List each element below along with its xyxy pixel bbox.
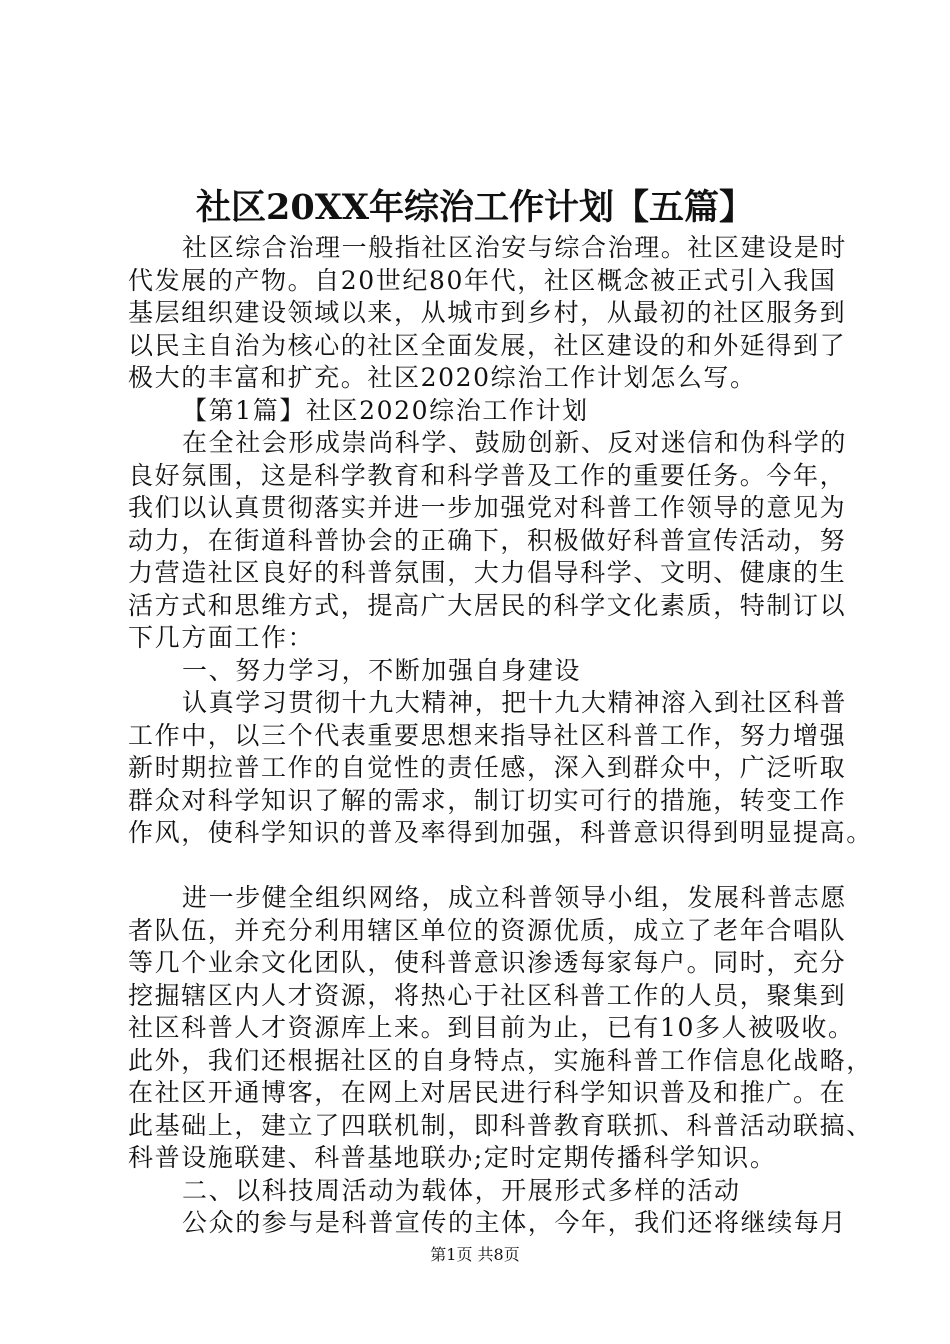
text-line: 新时期拉普工作的自觉性的责任感，深入到群众中，广泛听取 — [128, 753, 847, 782]
text-line: 认真学习贯彻十九大精神，把十九大精神溶入到社区科普 — [182, 688, 848, 717]
text-line: 此外，我们还根据社区的自身特点，实施科普工作信息化战略， — [128, 1045, 873, 1075]
text-line: 社区综合治理一般指社区治安与综合治理。社区建设是时 — [182, 233, 848, 262]
page-footer: 第1页 共8页 — [430, 1245, 520, 1264]
text-line: 科普设施联建、科普基地联办;定时定期传播科学知识。 — [128, 1143, 777, 1172]
text-line: 下几方面工作： — [128, 623, 315, 652]
text-line: 公众的参与是科普宣传的主体，今年，我们还将继续每月 — [182, 1208, 848, 1237]
text-line: 作风，使科学知识的普及率得到加强，科普意识得到明显提高。 — [128, 818, 873, 847]
text-line: 良好氛围，这是科学教育和科学普及工作的重要任务。今年， — [128, 460, 847, 490]
text-line: 者队伍，并充分利用辖区单位的资源优质，成立了老年合唱队 — [128, 915, 847, 945]
text-line: 群众对科学知识了解的需求，制订切实可行的措施，转变工作 — [128, 785, 847, 815]
text-line: 活方式和思维方式，提高广大居民的科学文化素质，特制订以 — [128, 590, 847, 620]
text-line: 等几个业余文化团队，使科普意识渗透每家每户。同时，充分 — [128, 948, 847, 977]
text-line: 一、努力学习，不断加强自身建设 — [182, 655, 582, 685]
text-line: 挖掘辖区内人才资源，将热心于社区科普工作的人员，聚集到 — [128, 980, 847, 1010]
document-body — [128, 232, 873, 1240]
text-line: 此基础上，建立了四联机制，即科普教育联抓、科普活动联搞、 — [128, 1110, 873, 1140]
text-line: 我们以认真贯彻落实并进一步加强党对科普工作领导的意见为 — [128, 493, 847, 522]
text-line: 社区科普人才资源库上来。到目前为止，已有10多人被吸收。 — [128, 1013, 855, 1042]
blank-line — [128, 850, 850, 883]
text-line: 力营造社区良好的科普氛围，大力倡导科学、文明、健康的生 — [128, 558, 847, 587]
document-title: 社区20XX年综治工作计划【五篇】 — [195, 187, 755, 228]
text-line: 代发展的产物。自20世纪80年代，社区概念被正式引入我国 — [128, 265, 837, 295]
text-line: 进一步健全组织网络，成立科普领导小组，发展科普志愿 — [182, 883, 848, 912]
text-line: 基层组织建设领域以来，从城市到乡村，从最初的社区服务到 — [128, 298, 847, 327]
text-line: 以民主自治为核心的社区全面发展，社区建设的和外延得到了 — [128, 330, 847, 360]
text-line: 工作中，以三个代表重要思想来指导社区科普工作，努力增强 — [128, 720, 847, 750]
text-line: 动力，在街道科普协会的正确下，积极做好科普宣传活动，努 — [128, 525, 847, 555]
text-line: 在全社会形成崇尚科学、鼓励创新、反对迷信和伪科学的 — [182, 428, 848, 457]
text-line: 【第1篇】社区2020综治工作计划 — [182, 395, 589, 425]
text-line: 二、以科技周活动为载体，开展形式多样的活动 — [182, 1175, 741, 1205]
text-line: 极大的丰富和扩充。社区2020综治工作计划怎么写。 — [128, 363, 757, 392]
text-line: 在社区开通博客，在网上对居民进行科学知识普及和推广。在 — [128, 1078, 847, 1107]
